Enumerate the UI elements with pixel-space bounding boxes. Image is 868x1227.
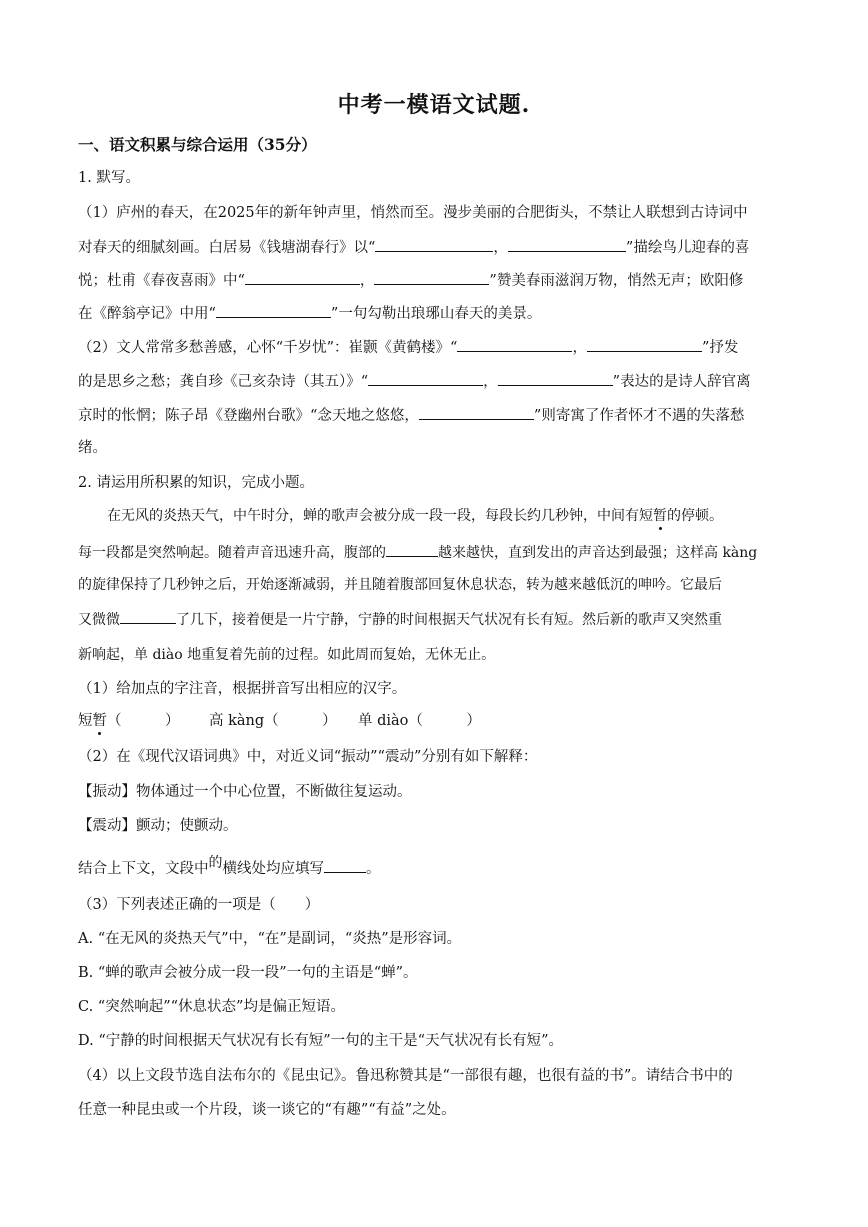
q2-sub4-line1: （4）以上文段节选自法布尔的《昆虫记》。鲁迅称赞其是“一部很有趣，也很有益的书”。请结合书中的 (78, 1068, 733, 1084)
page-title: 中考一模语文试题. (337, 92, 531, 118)
blank[interactable] (120, 609, 176, 624)
blank[interactable] (324, 858, 366, 873)
q2-label: 2. 请运用所积累的知识，完成小题。 (78, 475, 314, 491)
definition-zhendong-2: 【震动】颤动；使颤动。 (78, 818, 238, 834)
q2-sub3: （3）下列表述正确的一项是（ ） (78, 897, 320, 913)
blank[interactable] (386, 542, 438, 557)
passage-line5: 新响起，单 diào 地重复着先前的过程。如此周而复始，无休无止。 (78, 647, 496, 663)
blank[interactable] (375, 237, 493, 252)
blank[interactable] (587, 337, 702, 352)
passage-line4: 又微微 了几下，接着便是一片宁静，宁静的时间根据天气状况有长有短。然后新的歌声又突然重 (78, 609, 784, 630)
section-heading: 一、语文积累与综合运用（35分） (78, 135, 317, 154)
option-b[interactable]: B. “蝉的歌声会被分成一段一段”一句的主语是“蝉”。 (78, 965, 418, 981)
blank[interactable] (245, 270, 360, 285)
passage-line3: 的旋律保持了几秒钟之后，开始逐渐减弱，并且随着腹部回复休息状态，转为越来越低沉的呻吟。它最后 (78, 577, 722, 593)
option-c[interactable]: C. “突然响起”“休息状态”均是偏正短语。 (78, 999, 345, 1015)
q2-sub1: （1）给加点的字注音，根据拼音写出相应的汉字。 (78, 681, 407, 697)
blank[interactable] (374, 270, 489, 285)
option-d[interactable]: D. “宁静的时间根据天气状况有长有短”一句的主干是“天气状况有长有短”。 (78, 1033, 563, 1049)
blank[interactable] (457, 337, 572, 352)
blank[interactable] (419, 405, 534, 420)
q1-p1-line4: 在《醉翁亭记》中用“ ”一句勾勒出琅琊山春天的美景。 (78, 303, 784, 324)
blank[interactable] (216, 303, 331, 318)
pinyin-row: 短暂（ ） 高 kàng（ ） 单 diào（ ） (78, 713, 481, 729)
q1-p2-line1: （2）文人常常多愁善感，心怀“千岁忧”：崔颢《黄鹤楼》“ ， ”抒发 (78, 337, 784, 358)
q1-p1-line2: 对春天的细腻刻画。白居易《钱塘湖春行》以“ ， ”描绘鸟儿迎春的喜 (78, 237, 784, 258)
option-a[interactable]: A. “在无风的炎热天气”中，“在”是副词，“炎热”是形容词。 (78, 931, 462, 947)
passage-line1: 在无风的炎热天气，中午时分，蝉的歌声会被分成一段一段，每段长约几秒钟，中间有短暂的停顿。 (107, 508, 723, 524)
definition-zhendong-1: 【振动】物体通过一个中心位置，不断做往复运动。 (78, 784, 412, 800)
q1-p2-line4: 绪。 (78, 440, 107, 456)
q1-p2-line3: 京时的怅惘；陈子昂《登幽州台歌》“念天地之悠悠， ”则寄寓了作者怀才不遇的失落愁 (78, 405, 784, 426)
passage-line2: 每一段都是突然响起。随着声音迅速升高，腹部的 越来越快，直到发出的声音达到最强；这样高 kàng (78, 542, 784, 563)
blank[interactable] (368, 371, 483, 386)
q1-p2-line2: 的是思乡之愁；龚自珍《己亥杂诗（其五）》“ ， ”表达的是诗人辞官离 (78, 371, 784, 392)
blank[interactable] (498, 371, 613, 386)
q2-sub4-line2: 任意一种昆虫或一个片段，谈一谈它的“有趣”“有益”之处。 (78, 1102, 456, 1118)
q1-p1-line3: 悦；杜甫《春夜喜雨》中“ ， ”赞美春雨滋润万物，悄然无声；欧阳修 (78, 270, 784, 291)
q1-p1-line1: （1）庐州的春天，在2025年的新年钟声里，悄然而至。漫步美丽的合肥街头，不禁让人联想到古诗词中 (78, 205, 748, 221)
q2-sub2: （2）在《现代汉语词典》中，对近义词“振动”“震动”分别有如下解释： (78, 749, 538, 765)
blank[interactable] (508, 237, 626, 252)
q2-sub2-answer: 结合上下文，文段中的横线处均应填写 。 (78, 855, 381, 877)
q1-label: 1. 默写。 (78, 170, 140, 186)
